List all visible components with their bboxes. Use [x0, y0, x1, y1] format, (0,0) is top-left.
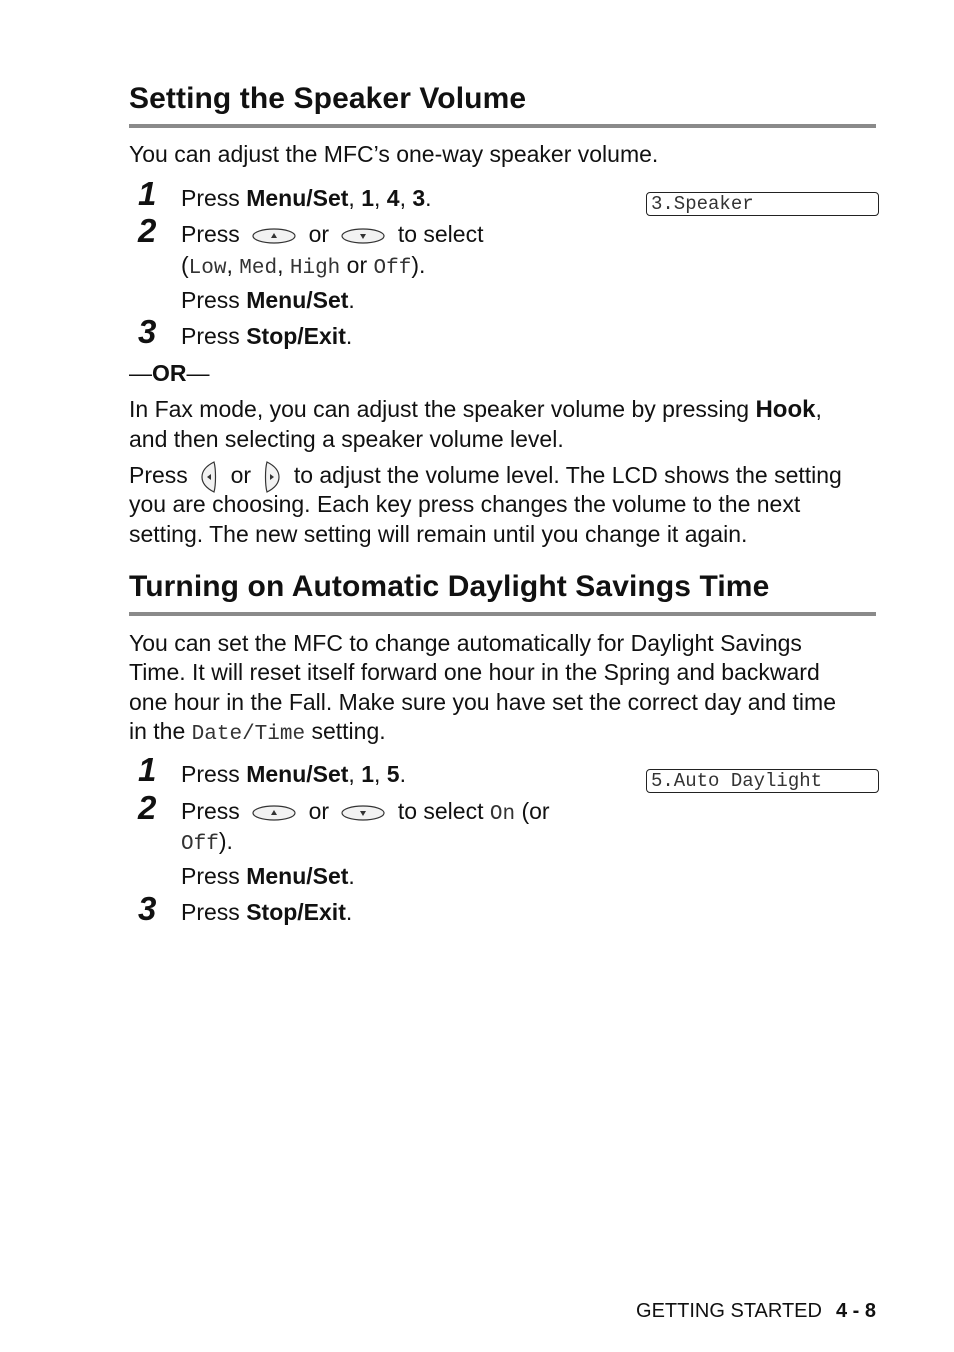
step-number: 1: [138, 751, 157, 788]
up-arrow-key-icon: [252, 228, 296, 244]
down-arrow-key-icon: [341, 228, 385, 244]
step-text: Press Menu/Set, 1, 4, 3.: [181, 185, 432, 211]
lcd-display-daylight: 5.Auto Daylight: [646, 769, 879, 793]
step-options: (Low, Med, High or Off).: [181, 252, 426, 280]
section-rule: [129, 612, 876, 616]
step-text: Press Stop/Exit.: [181, 899, 353, 925]
up-arrow-key-icon: [252, 805, 296, 821]
section-rule: [129, 124, 876, 128]
or-separator: —OR—: [129, 360, 210, 386]
daylight-intro: one hour in the Fall. Make sure you have set the correct day and time: [129, 689, 836, 715]
volume-adjust-text: Press or to adjust the volume level. The LCD shows the setting: [129, 460, 842, 493]
fax-mode-text: In Fax mode, you can adjust the speaker volume by pressing Hook,: [129, 396, 822, 423]
down-arrow-key-icon: [341, 805, 385, 821]
step-text: Press Menu/Set.: [181, 287, 355, 313]
step-text: Press Menu/Set.: [181, 863, 355, 889]
step-number: 2: [138, 212, 157, 249]
lcd-display-speaker: 3.Speaker: [646, 192, 879, 216]
volume-adjust-text: you are choosing. Each key press changes the volume to the next: [129, 491, 801, 517]
section-title-speaker-volume: Setting the Speaker Volume: [129, 82, 527, 115]
step-text: Press Menu/Set, 1, 5.: [181, 761, 406, 787]
volume-adjust-text: setting. The new setting will remain until you change it again.: [129, 521, 748, 547]
step-number: 2: [138, 789, 157, 826]
step-options: Off).: [181, 828, 233, 856]
footer-chapter-label: GETTING STARTED: [636, 1300, 822, 1322]
page-footer: [636, 1300, 876, 1323]
speaker-intro: You can adjust the MFC’s one-way speaker volume.: [129, 141, 659, 167]
step-text: Press Stop/Exit.: [181, 323, 353, 349]
step-number: 3: [138, 313, 157, 350]
daylight-intro: Time. It will reset itself forward one hour in the Spring and backward: [129, 659, 820, 685]
daylight-intro: in the Date/Time setting.: [129, 718, 386, 746]
step-number: 3: [138, 890, 157, 927]
step-number: 1: [138, 175, 157, 212]
daylight-intro: You can set the MFC to change automatically for Daylight Savings: [129, 630, 802, 656]
step-text: Press or to select: [181, 221, 484, 247]
section-title-daylight-savings: Turning on Automatic Daylight Savings Time: [129, 570, 770, 603]
step-text: Press or to select On (or: [181, 798, 550, 826]
page-number: 4 - 8: [835, 1300, 876, 1322]
fax-mode-text: and then selecting a speaker volume level.: [129, 426, 564, 452]
